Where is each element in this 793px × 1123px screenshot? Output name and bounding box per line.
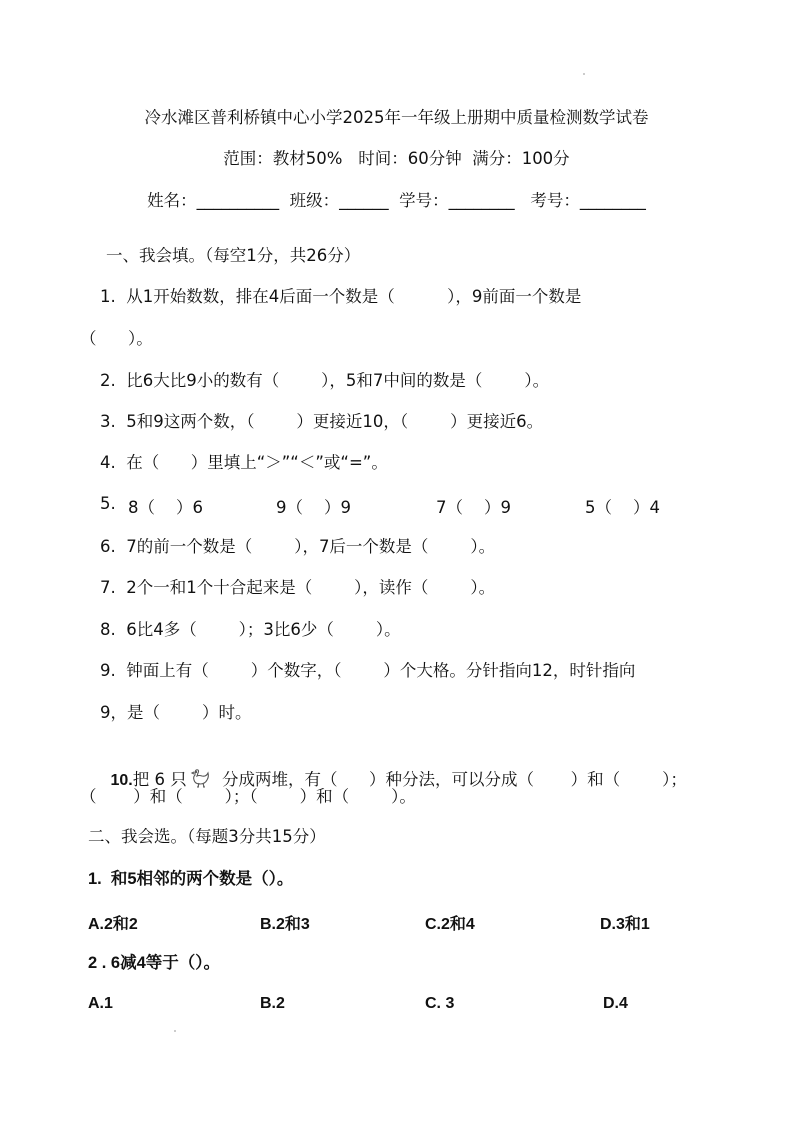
exam-title: 冷水滩区普利桥镇中心小学2025年一年级上册期中质量检测数学试卷 [144, 108, 649, 127]
option-d: D.4 [603, 995, 628, 1012]
section1-heading: 一、我会填。（每空1分，共26分） [106, 246, 361, 265]
question-7: 7. 2个一和1个十合起来是（ ），读作（ ）。 [100, 578, 496, 597]
comparison-item: 8（ ）6 [128, 498, 203, 517]
question-4: 4. 在（ ）里填上“＞”“＜”或“=”。 [100, 453, 388, 472]
option-b: B.2和3 [260, 916, 310, 933]
question-10-line-2: （ ）和（ ）；（ ）和（ ）。 [80, 787, 416, 806]
option-a: A.1 [88, 995, 113, 1012]
question-10-text-a: 把 6 只 [132, 770, 187, 789]
comparison-item: 9（ ）9 [276, 498, 351, 517]
question-8: 8. 6比4多（ ）；3比6少（ ）。 [100, 620, 401, 639]
question-3: 3. 5和9这两个数，（ ）更接近10，（ ）更接近6。 [100, 412, 544, 431]
question-10-number: 10. [110, 772, 133, 789]
option-d: D.3和1 [600, 916, 650, 933]
student-info-line: 姓名：__________ 班级：______ 学号：________ 考号：________ [147, 191, 646, 210]
question-5-number: 5. [100, 494, 116, 513]
question-1-line-1: 1. 从1开始数数，排在4后面一个数是（ ），9前面一个数是 [100, 287, 582, 306]
question-1-line-2: （ ）。 [80, 329, 153, 348]
comparison-item: 5（ ）4 [585, 498, 660, 517]
comparison-item: 7（ ）9 [436, 498, 511, 517]
option-c: C.2和4 [425, 916, 475, 933]
section2-heading: 二、我会选。（每题3分共15分） [88, 827, 326, 846]
option-a: A.2和2 [88, 916, 138, 933]
option-b: B.2 [260, 995, 285, 1012]
question-10-line-1 [100, 744, 687, 792]
choice-question-2: 2 . 6减4等于（）。 [88, 954, 221, 972]
choice-question-1: 1. 和5相邻的两个数是（）。 [88, 870, 294, 888]
question-10-text-b: 分成两堆，有（ ）种分法，可以分成（ ）和（ ）； [216, 770, 687, 789]
exam-info: 范围：教材50% 时间：60分钟 满分：100分 [223, 149, 570, 168]
question-2: 2. 比6大比9小的数有（ ），5和7中间的数是（ ）。 [100, 371, 550, 390]
question-9-line-1: 9. 钟面上有（ ）个数字，（ ）个大格。分针指向12，时针指向 [100, 661, 636, 680]
question-6: 6. 7的前一个数是（ ），7后一个数是（ ）。 [100, 537, 496, 556]
option-c: C. 3 [425, 995, 455, 1012]
scan-speck [583, 73, 585, 75]
scan-speck [174, 1030, 176, 1032]
question-9-line-2: 9，是（ ）时。 [100, 703, 252, 722]
